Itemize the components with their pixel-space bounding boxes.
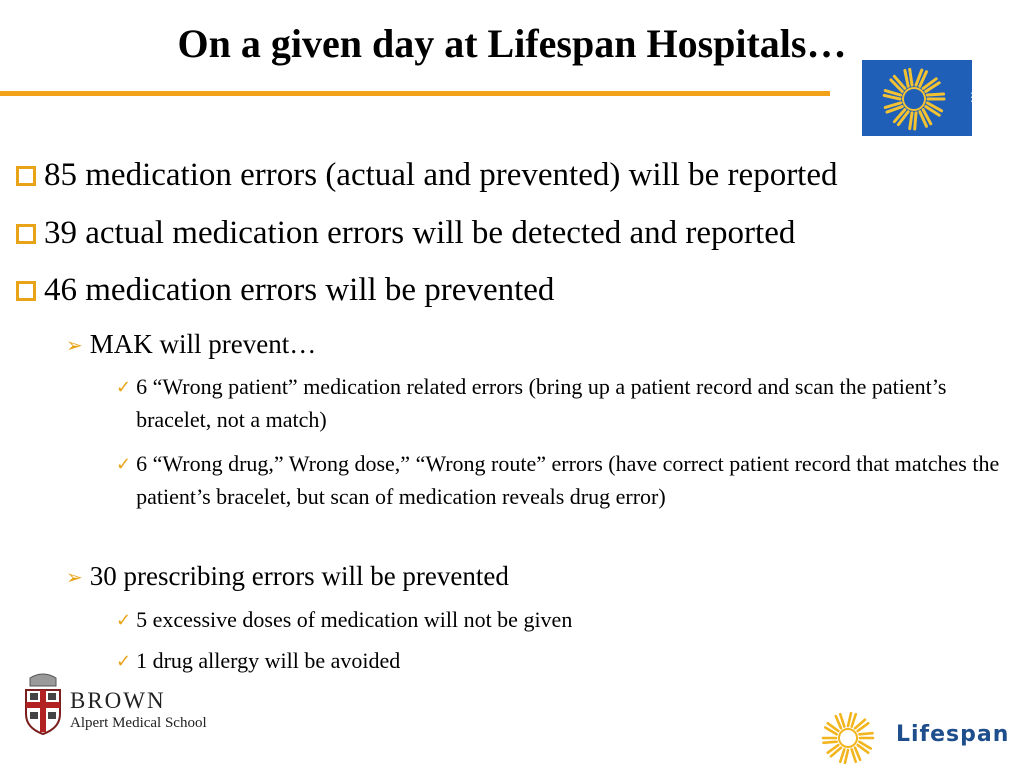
check-item — [116, 603, 1006, 637]
sun-ray — [848, 713, 851, 726]
sub-bullet-text: MAK will prevent… — [89, 329, 317, 359]
checkmark-icon: ✓ — [116, 377, 132, 398]
sun-ray — [852, 714, 856, 726]
brown-crest-icon — [22, 672, 64, 736]
bullet-text: 39 actual medication errors will be detected and reported — [44, 215, 796, 251]
hollow-square-icon — [16, 166, 36, 186]
bullet-text: 46 medication errors will be prevented — [44, 272, 555, 308]
brown-logo — [22, 672, 212, 742]
checkmark-icon: ✓ — [116, 651, 132, 672]
sun-ray — [845, 750, 848, 763]
sun-ray — [840, 714, 844, 726]
lifespan-sun-icon — [816, 708, 886, 764]
sun-ray — [859, 733, 872, 734]
bullet-item — [16, 213, 795, 253]
bullet-item — [16, 155, 838, 195]
brown-subtitle: Alpert Medical School — [70, 715, 207, 731]
bullet-item — [16, 270, 554, 310]
hollow-square-icon — [16, 281, 36, 301]
checkmark-icon: ✓ — [116, 610, 132, 631]
lifespan-wordmark: Lifespan — [896, 722, 1010, 747]
sun-ray — [823, 742, 836, 743]
check-item — [116, 644, 1006, 678]
arrowhead-icon: ➢ — [66, 565, 83, 589]
sub-bullet-item — [66, 559, 509, 594]
check-item — [116, 447, 1006, 513]
check-text: 5 excessive doses of medication will not be given — [136, 607, 573, 632]
check-item — [116, 370, 1006, 436]
logo-edge-mark: ⋮ — [966, 90, 978, 104]
arrowhead-icon: ➢ — [66, 333, 83, 357]
check-text: 1 drug allergy will be avoided — [136, 648, 401, 673]
bullet-text: 85 medication errors (actual and prevented) will be reported — [44, 157, 838, 193]
hollow-square-icon — [16, 224, 36, 244]
checkmark-icon: ✓ — [116, 454, 132, 475]
sub-bullet-text: 30 prescribing errors will be prevented — [89, 561, 509, 591]
check-text: 6 “Wrong patient” medication related errors (bring up a patient record and scan the patient’s bracelet, not a match) — [136, 374, 947, 432]
sun-ray — [840, 749, 844, 761]
brown-wordmark: BROWN — [70, 688, 166, 713]
slide-title: On a given day at Lifespan Hospitals… — [177, 21, 847, 66]
sub-bullet-item — [66, 327, 316, 362]
sun-ray — [852, 749, 856, 761]
lifespan-footer-logo — [816, 708, 1016, 764]
check-text: 6 “Wrong drug,” Wrong dose,” “Wrong route” errors (have correct patient record that matches the patient’s bracelet, but scan of medication reveals drug error) — [136, 451, 1000, 509]
